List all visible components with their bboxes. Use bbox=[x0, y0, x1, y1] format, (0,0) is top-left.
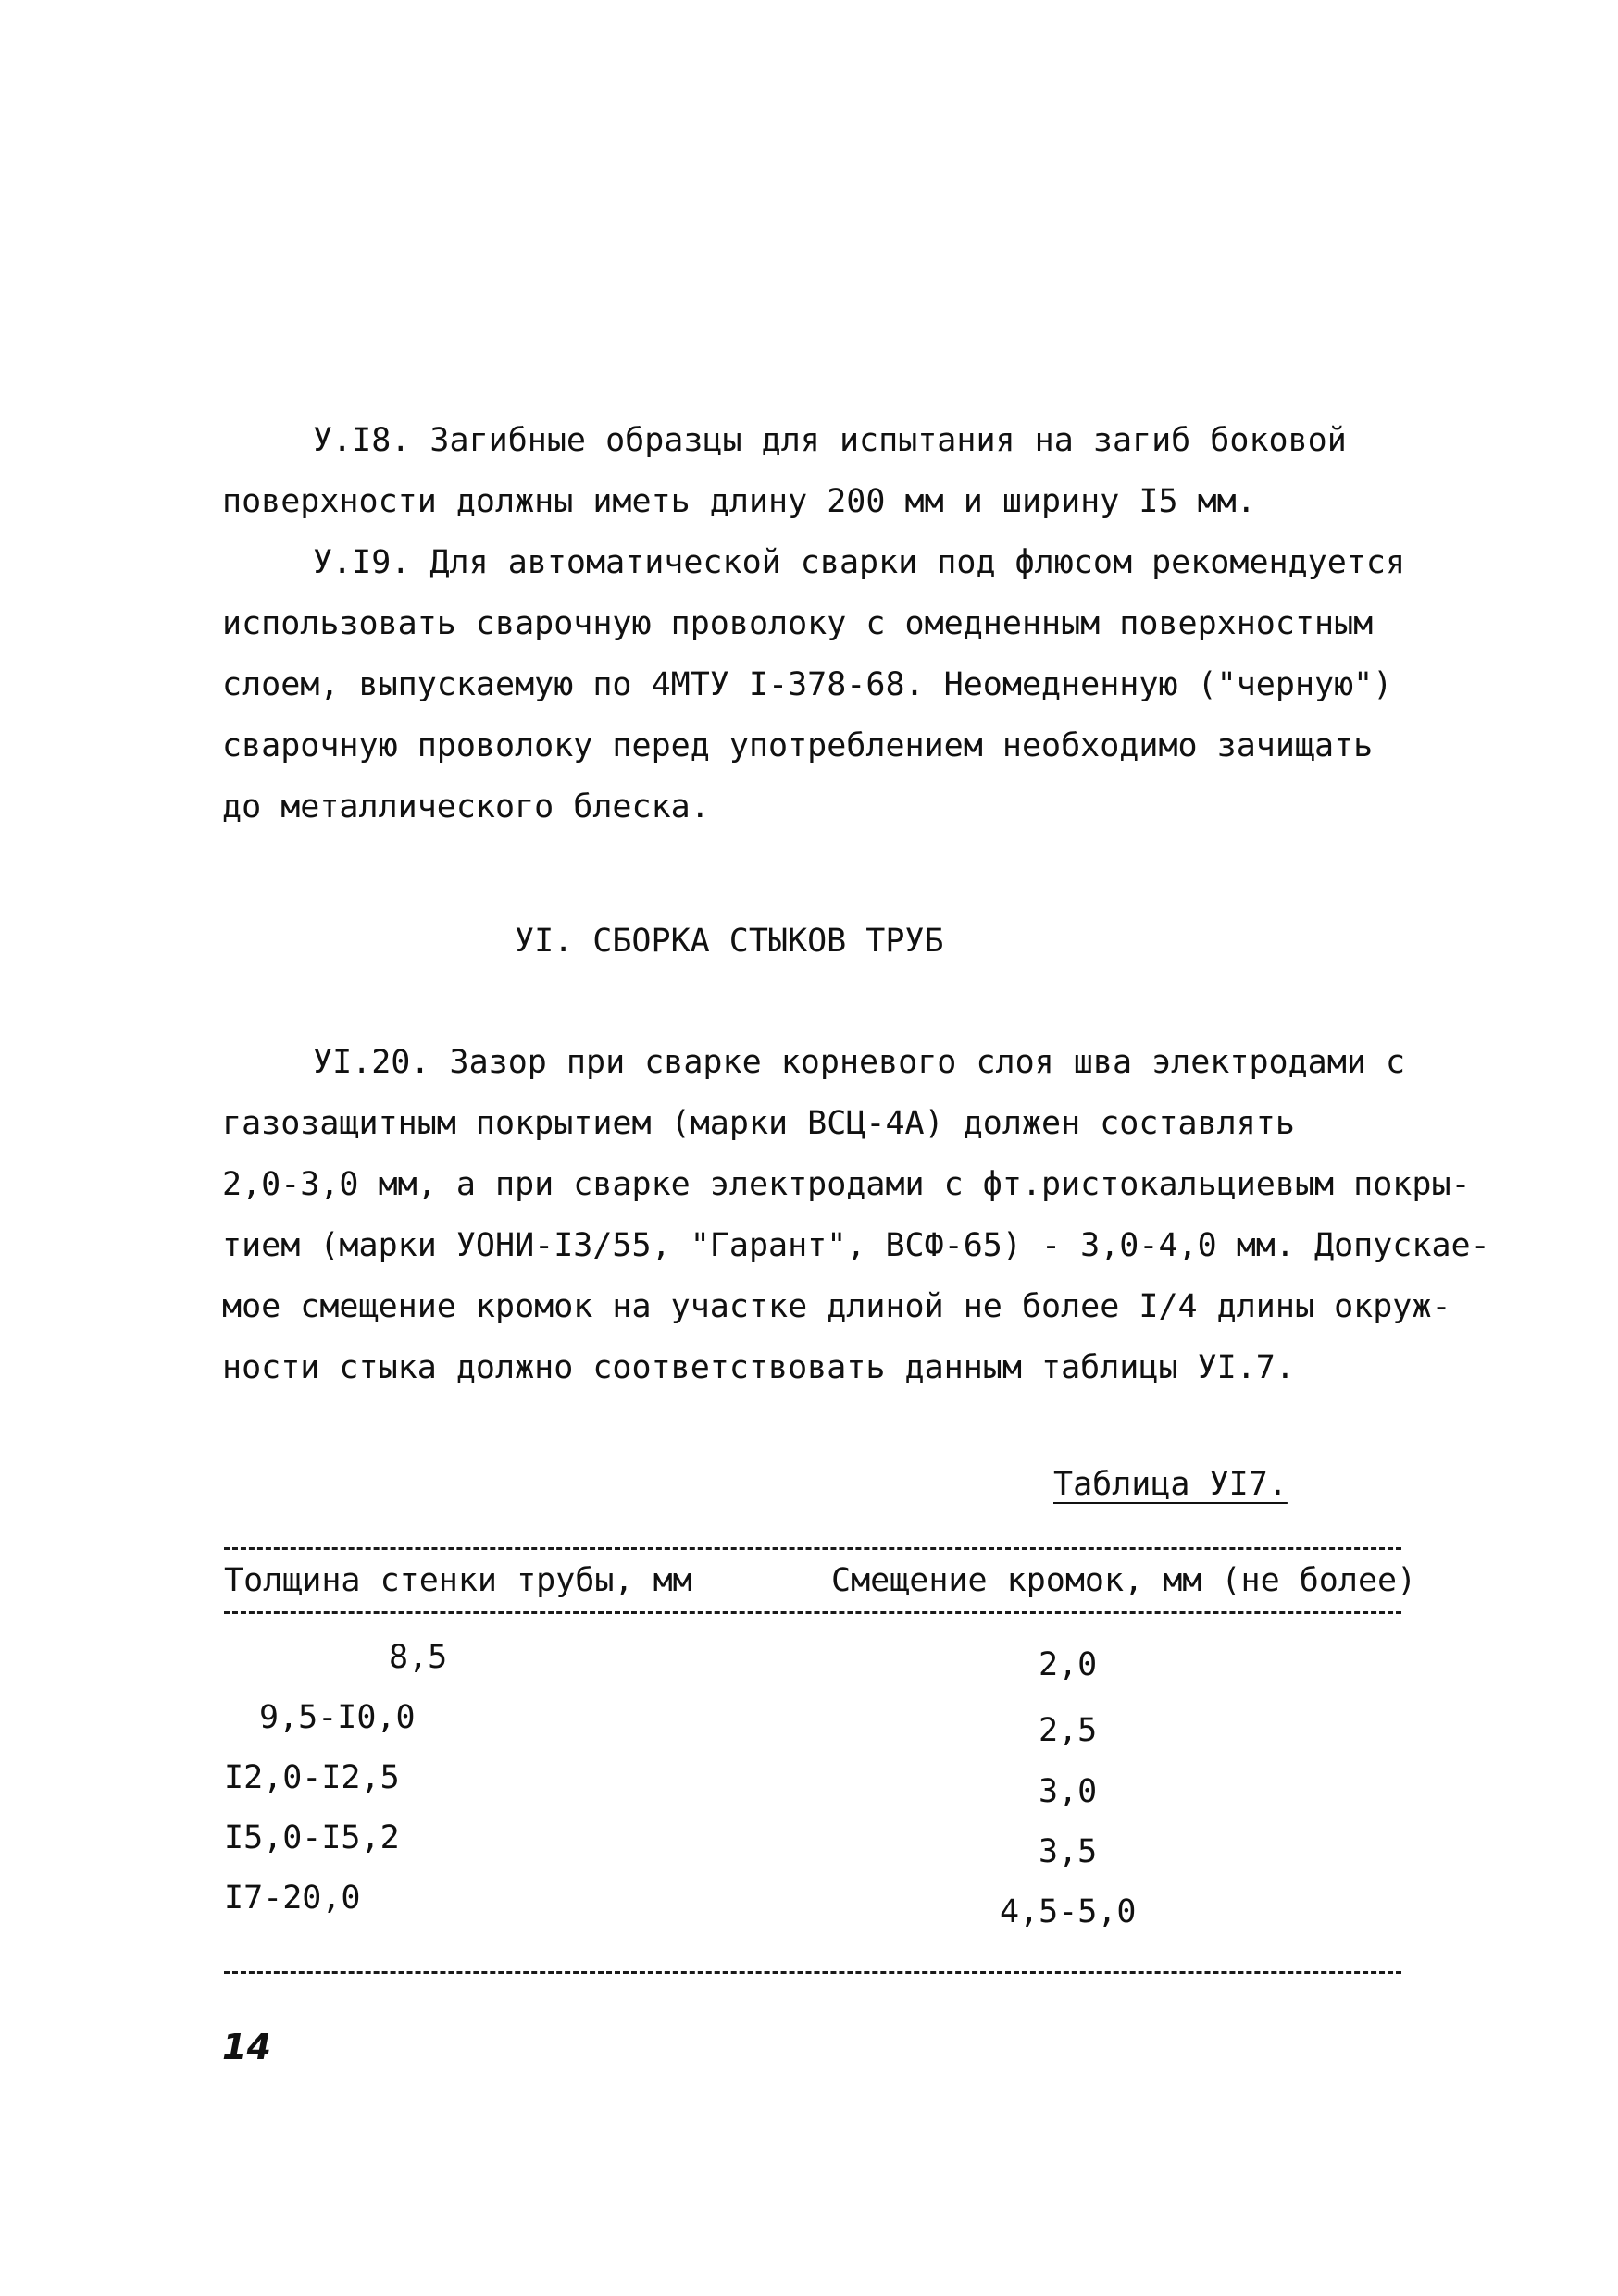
paragraph-20-line-2: газозащитным покрытием (марки ВСЦ-4А) должен составлять bbox=[222, 1105, 1295, 1142]
paragraph-19-line-4: сварочную проволоку перед употреблением необходимо зачищать bbox=[222, 727, 1374, 764]
paragraph-19-line-2: использовать сварочную проволоку с омедненным поверхностным bbox=[222, 605, 1374, 642]
paragraph-19-line-5: до металлического блеска. bbox=[222, 788, 710, 825]
table-header-thickness: Толщина стенки трубы, мм bbox=[224, 1562, 692, 1599]
paragraph-20-line-4: тием (марки УОНИ-I3/55, "Гарант", ВСФ-65) - 3,0-4,0 мм. Допускае- bbox=[222, 1227, 1490, 1264]
table-cell-offset: 3,5 bbox=[1039, 1833, 1098, 1870]
paragraph-19-line-1: У.I9. Для автоматической сварки под флюсом рекомендуется bbox=[313, 544, 1406, 581]
page-number: 14 bbox=[222, 2027, 271, 2067]
paragraph-20-line-6: ности стыка должно соответствовать данным таблицы УI.7. bbox=[222, 1349, 1295, 1386]
paragraph-18-line-1: У.I8. Загибные образцы для испытания на загиб боковой bbox=[313, 422, 1347, 459]
table-cell-offset: 2,5 bbox=[1039, 1712, 1098, 1749]
table-header-rule bbox=[224, 1611, 1401, 1614]
table-header-offset: Смещение кромок, мм (не более) bbox=[831, 1562, 1417, 1599]
table-cell-thickness: 9,5-I0,0 bbox=[259, 1699, 416, 1736]
table-cell-offset: 4,5-5,0 bbox=[1000, 1893, 1137, 1930]
table-bottom-rule bbox=[224, 1971, 1401, 1974]
table-cell-offset: 2,0 bbox=[1039, 1646, 1098, 1683]
table-cell-offset: 3,0 bbox=[1039, 1773, 1098, 1810]
table-caption: Таблица УI7. bbox=[1053, 1466, 1288, 1503]
table-cell-thickness: I2,0-I2,5 bbox=[224, 1759, 400, 1796]
paragraph-20-line-3: 2,0-3,0 мм, а при сварке электродами с фт.ристокальциевым покры- bbox=[222, 1166, 1471, 1203]
table-cell-thickness: I5,0-I5,2 bbox=[224, 1819, 400, 1856]
table-top-rule bbox=[224, 1547, 1401, 1550]
paragraph-20-line-1: УI.20. Зазор при сварке корневого слоя шва электродами с bbox=[313, 1044, 1406, 1081]
table-cell-thickness: 8,5 bbox=[389, 1639, 448, 1676]
paragraph-20-line-5: мое смещение кромок на участке длиной не более I/4 длины окруж- bbox=[222, 1288, 1451, 1325]
paragraph-19-line-3: слоем, выпускаемую по 4МТУ I-378-68. Неомедненную ("черную") bbox=[222, 666, 1393, 703]
table-cell-thickness: I7-20,0 bbox=[224, 1880, 361, 1917]
paragraph-18-line-2: поверхности должны иметь длину 200 мм и ширину I5 мм. bbox=[222, 483, 1256, 520]
section-heading: УI. СБОРКА СТЫКОВ ТРУБ bbox=[515, 923, 944, 960]
